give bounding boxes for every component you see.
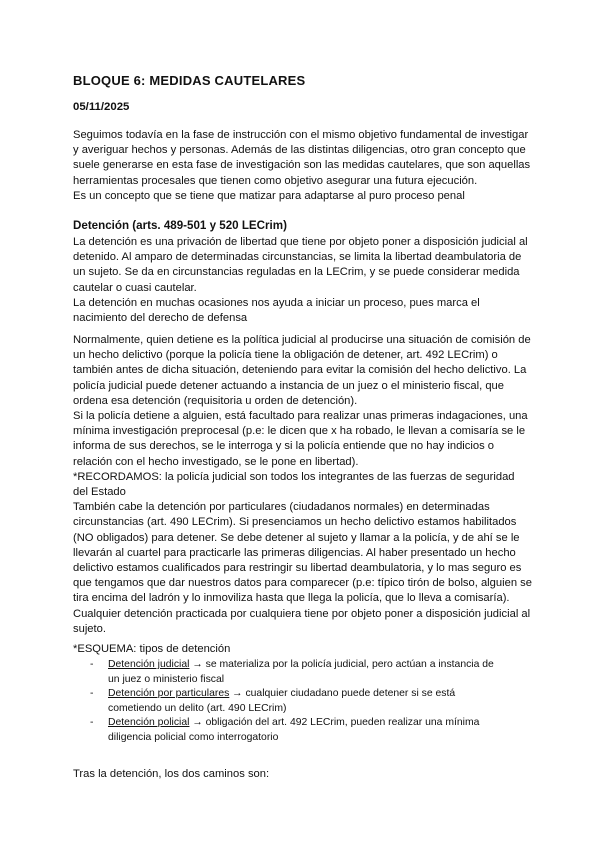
- text-line: informa de sus derechos, se le interroga y si la policía entiende que no hay indicios o: [73, 440, 495, 453]
- list-item-text: → cualquier ciudadano puede detener si se está: [229, 688, 456, 700]
- text-line: Seguimos todavía en la fase de instrucción con el mismo objetivo fundamental de investigar: [73, 129, 529, 141]
- text-line: detenido. Al amparo de determinadas circunstancias, se limita la libertad deambulatoria de: [73, 251, 522, 264]
- text-line: también antes de dicha situación, deteniendo para evitar la comisión del hecho delictivo. La: [73, 364, 527, 377]
- list-item: [90, 658, 530, 687]
- text-line: un hecho delictivo (porque la policía tiene la obligación de detener, art. 492 LECrim) o: [73, 349, 498, 362]
- text-line: La detención es una privación de libertad que tiene por objeto poner a disposición judicial al: [73, 236, 528, 248]
- text-line: nacimiento del derecho de defensa: [73, 312, 248, 325]
- text-line: llevarán al cuartel para practicarle las primeras diligencias. Al haber presentado un hecho: [73, 546, 516, 559]
- text-line: circunstancias (art. 490 LECrim). Si presenciamos un hecho delictivo estamos habilitados: [73, 516, 517, 529]
- list-item-text: → obligación del art. 492 LECrim, pueden realizar una mínima: [189, 717, 480, 729]
- list-item-term: Detención policial: [108, 717, 190, 729]
- text-line: relación con el hecho investigado, se le pone en libertad).: [73, 455, 359, 468]
- intro-paragraph: [73, 128, 531, 204]
- list-item-term: Detención por particulares: [108, 688, 230, 700]
- list-item-text: → se materializa por la policía judicial, pero actúan a instancia de: [189, 659, 494, 670]
- text-line: Cualquier detención practicada por cualquiera tiene por objeto poner a disposición judicial al: [73, 607, 531, 620]
- text-line: Normalmente, quien detiene es la política judicial al producirse una situación de comisión de: [73, 334, 531, 346]
- text-line: suele generarse en esta fase de investigación son las medidas cautelares, que son aquellas: [73, 159, 531, 172]
- detention-types-list: [90, 658, 530, 746]
- text-line: sujeto.: [73, 622, 106, 635]
- text-line: ordena esa detención (requisitoria u orden de detención).: [73, 394, 358, 407]
- text-line: mínima investigación preprocesal (p.e: le dicen que x ha robado, le llevan a comisaría se le: [73, 425, 526, 438]
- section-heading-detention: Detención (arts. 489-501 y 520 LECrim): [73, 219, 287, 232]
- detention-body-paragraph: [73, 333, 531, 637]
- text-line: La detención en muchas ocasiones nos ayuda a iniciar un proceso, pues marca el: [73, 296, 480, 309]
- list-item-text: un juez o ministerio fiscal: [108, 673, 225, 685]
- list-item-text: diligencia policial como interrogatorio: [108, 731, 279, 743]
- text-line: policía judicial puede detener actuando a instancia de un juez o el ministerio fiscal, que: [73, 379, 504, 392]
- text-line: *RECORDAMOS: la policía judicial son todos los integrantes de las fuerzas de seguridad: [73, 470, 515, 483]
- text-line: que tengamos que dar nuestros datos para comparecer (p.e: típico tirón de bolso, alguien se: [73, 577, 532, 590]
- schema-heading: *ESQUEMA: tipos de detención: [73, 643, 231, 655]
- list-item: [90, 716, 530, 745]
- document-title: BLOQUE 6: MEDIDAS CAUTELARES: [73, 73, 306, 88]
- text-line: Es un concepto que se tiene que matizar para adaptarse al puro proceso penal: [73, 189, 465, 202]
- text-line: tira encima del ladrón y lo inmoviliza hasta que llega la policía, que lo lleva a comisaría).: [73, 592, 510, 605]
- list-dash: -: [90, 717, 94, 729]
- detention-definition-paragraph: [73, 235, 531, 326]
- text-line: herramientas procesales que tienen como objetivo asegurar una futura ejecución.: [73, 174, 478, 187]
- list-item-term: Detención judicial: [108, 659, 190, 670]
- text-line: delictivo estamos cualificados para restringir su libertad deambulatoria, y lo mas seguro es: [73, 562, 522, 575]
- list-item-text: cometiendo un delito (art. 490 LECrim): [108, 702, 287, 714]
- closing-line: Tras la detención, los dos caminos son:: [73, 768, 270, 780]
- list-dash: -: [90, 659, 94, 670]
- text-line: Si la policía detiene a alguien, está facultado para realizar unas primeras indagaciones, una: [73, 410, 528, 423]
- text-line: y averiguar hechos y personas. Además de las distintas diligencias, otro gran concepto que: [73, 144, 526, 157]
- list-dash: -: [90, 688, 94, 700]
- text-line: un sujeto. Se da en circunstancias reguladas en la LECrim, y se puede considerar medida: [73, 266, 520, 279]
- text-line: del Estado: [73, 486, 126, 499]
- text-line: También cabe la detención por particulares (ciudadanos normales) en determinadas: [73, 501, 490, 514]
- list-item: [90, 687, 530, 716]
- document-date: 05/11/2025: [73, 101, 130, 113]
- text-line: (NO obligados) para detener. Se debe detener al sujeto y llamar a la policía, y de ahí se le: [73, 531, 520, 544]
- text-line: cautelar o cuasi cautelar.: [73, 281, 197, 294]
